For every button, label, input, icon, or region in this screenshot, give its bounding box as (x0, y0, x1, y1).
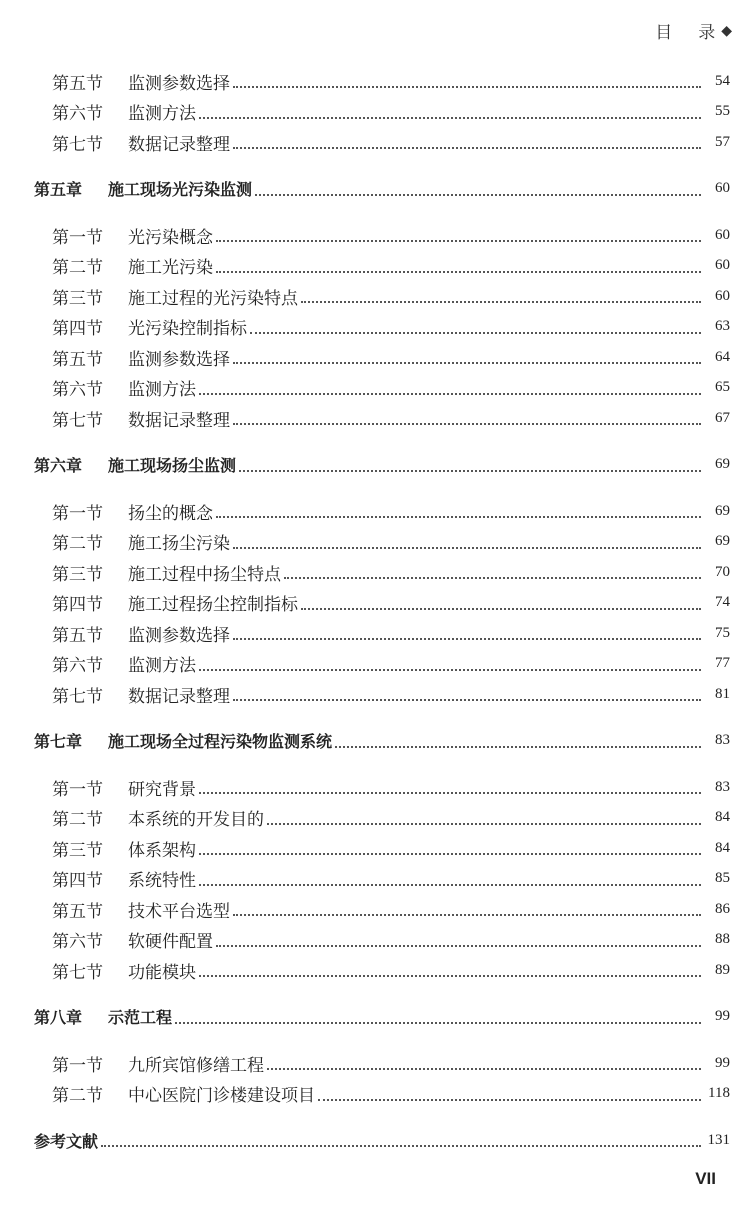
toc-entry-number: 第六节 (52, 932, 103, 952)
dot-leader (301, 608, 701, 610)
toc-entry-title: 施工现场全过程污染物监测系统 (108, 732, 333, 751)
toc-entry-page: 64 (715, 348, 730, 365)
toc-section-entry[interactable] (0, 772, 750, 802)
toc-entry-number: 第六章 (34, 456, 83, 475)
toc-entry-page: 89 (715, 961, 730, 978)
toc-section-entry[interactable] (0, 894, 750, 924)
toc-entry-title: 数据记录整理 (128, 134, 230, 155)
dot-leader (216, 945, 701, 947)
toc-entry-number: 第五章 (34, 180, 83, 199)
toc-section-entry[interactable] (0, 373, 750, 403)
toc-entry-page: 88 (715, 931, 730, 947)
toc-entry-title: 本系统的开发目的 (128, 810, 264, 830)
toc-entry-number: 第二节 (52, 534, 103, 554)
toc-entry-page: 60 (715, 257, 730, 273)
dot-leader (199, 853, 701, 855)
toc-entry-number: 第二节 (52, 258, 103, 278)
toc-entry-number: 第三节 (52, 288, 103, 309)
dot-leader (255, 194, 701, 196)
toc-entry-number: 第三节 (52, 840, 103, 861)
toc-entry-title: 体系架构 (128, 840, 196, 861)
toc-entry-page: 70 (715, 563, 730, 580)
toc-entry-page: 84 (715, 809, 730, 825)
dot-leader (239, 470, 701, 472)
toc-entry-title: 扬尘的概念 (128, 503, 213, 524)
toc-entry-page: 77 (715, 655, 730, 671)
dot-leader (233, 638, 701, 640)
toc-entry-number: 第七章 (34, 732, 83, 751)
toc-entry-title: 光污染控制指标 (128, 319, 247, 339)
toc-section-entry[interactable] (0, 220, 750, 250)
dot-leader (335, 746, 701, 748)
toc-entry-number: 第七节 (52, 134, 103, 155)
toc-section-entry[interactable] (0, 527, 750, 557)
toc-entry-page: 65 (715, 379, 730, 395)
toc-entry-page: 81 (715, 685, 730, 702)
toc-section-entry[interactable] (0, 251, 750, 281)
toc-section-entry[interactable] (0, 955, 750, 985)
toc-entry-page: 63 (715, 318, 730, 334)
dot-leader (199, 884, 701, 886)
toc-entry-number: 第一节 (52, 1055, 103, 1076)
dot-leader (267, 1068, 701, 1070)
toc-entry-page: 55 (715, 103, 730, 119)
dot-leader (233, 147, 701, 149)
dot-leader (101, 1145, 701, 1147)
toc-entry-title: 参考文献 (34, 1131, 99, 1151)
toc-section-entry[interactable] (0, 496, 750, 526)
page-number: VII (695, 1169, 716, 1188)
toc-entry-title: 系统特性 (128, 871, 196, 891)
toc-entry-page: 118 (708, 1085, 730, 1101)
dot-leader (233, 423, 701, 425)
dot-leader (301, 301, 701, 303)
toc-section-entry[interactable] (0, 925, 750, 955)
dot-leader (199, 975, 701, 977)
dot-leader (267, 823, 701, 825)
toc-section-entry[interactable] (0, 312, 750, 342)
toc-entry-title: 监测参数选择 (128, 73, 230, 94)
toc-entry-number: 第三节 (52, 564, 103, 585)
toc-section-entry[interactable] (0, 833, 750, 863)
toc-entry-title: 监测方法 (128, 380, 196, 400)
header-char-1: 目 (655, 23, 673, 43)
toc-entry-page: 60 (715, 287, 730, 304)
dot-leader (199, 117, 701, 119)
header-char-2: 录 (698, 23, 716, 43)
toc-section-entry[interactable] (0, 281, 750, 311)
dot-leader (284, 577, 701, 579)
toc-entry-number: 第六节 (52, 104, 103, 124)
dot-leader (199, 669, 701, 671)
toc-entry-page: 57 (715, 133, 730, 150)
dot-leader (175, 1022, 701, 1024)
toc-entry-page: 69 (715, 456, 730, 472)
toc-entry-page: 131 (707, 1131, 730, 1148)
toc-section-entry[interactable] (0, 127, 750, 157)
toc-section-entry[interactable] (0, 557, 750, 587)
toc-entry-page: 84 (715, 839, 730, 856)
dot-leader (216, 271, 701, 273)
toc-entry-number: 第七节 (52, 962, 103, 983)
dot-leader (318, 1099, 701, 1101)
toc-chapter-entry[interactable] (0, 726, 750, 756)
dot-leader (233, 86, 701, 88)
toc-entry-title: 施工过程中扬尘特点 (128, 564, 281, 585)
toc-entry-page: 74 (715, 594, 730, 610)
dot-leader (216, 516, 701, 518)
toc-entry-title: 监测方法 (128, 656, 196, 676)
toc-section-entry[interactable] (0, 649, 750, 679)
toc-entry-title: 研究背景 (128, 779, 196, 800)
toc-entry-title: 监测参数选择 (128, 625, 230, 646)
toc-section-entry[interactable] (0, 1079, 750, 1109)
toc-entry-title: 示范工程 (108, 1008, 173, 1027)
toc-entry-number: 第六节 (52, 380, 103, 400)
toc-entry-page: 69 (715, 533, 730, 549)
toc-section-entry[interactable] (0, 342, 750, 372)
toc-section-entry[interactable] (0, 97, 750, 127)
dot-leader (250, 332, 701, 334)
toc-entry-number: 第八章 (34, 1008, 83, 1027)
toc-entry-title: 监测参数选择 (128, 349, 230, 370)
toc-entry-number: 第四节 (52, 595, 103, 615)
toc-section-entry[interactable] (0, 1048, 750, 1078)
dot-leader (233, 914, 701, 916)
toc-entry-number: 第四节 (52, 871, 103, 891)
running-header (655, 18, 732, 43)
toc-entry-page: 86 (715, 900, 730, 917)
toc-entry-number: 第七节 (52, 410, 103, 431)
toc-chapter-entry[interactable] (0, 1002, 750, 1032)
toc-entry-title: 数据记录整理 (128, 686, 230, 707)
toc-section-entry[interactable] (0, 679, 750, 709)
toc-chapter-entry[interactable] (0, 450, 750, 480)
toc-section-entry[interactable] (0, 66, 750, 96)
toc-section-entry[interactable] (0, 864, 750, 894)
toc-section-entry[interactable] (0, 588, 750, 618)
toc-entry-page: 67 (715, 409, 730, 426)
toc-entry-page: 69 (715, 502, 730, 519)
dot-leader (199, 393, 701, 395)
toc-entry-page: 54 (715, 72, 730, 89)
toc-entry-number: 第六节 (52, 656, 103, 676)
toc-entry-title: 中心医院门诊楼建设项目 (128, 1086, 315, 1106)
dot-leader (199, 792, 701, 794)
toc-entry-title: 技术平台选型 (128, 901, 230, 922)
toc-entry-number: 第五节 (52, 349, 103, 370)
toc-entry-page: 60 (715, 180, 730, 196)
toc-entry-title: 监测方法 (128, 104, 196, 124)
toc-entry-number: 第一节 (52, 503, 103, 524)
toc-entry-title: 施工扬尘污染 (128, 534, 230, 554)
toc-chapter-entry[interactable] (0, 174, 750, 204)
toc-entry-title: 九所宾馆修缮工程 (128, 1055, 264, 1076)
toc-entry-number: 第四节 (52, 319, 103, 339)
toc-entry-number: 第二节 (52, 1086, 103, 1106)
toc-section-entry[interactable] (0, 803, 750, 833)
toc-entry-page: 83 (715, 778, 730, 795)
toc-entry-page: 60 (715, 226, 730, 243)
toc-entry-page: 85 (715, 870, 730, 886)
toc-entry-title: 施工现场扬尘监测 (108, 456, 237, 475)
toc-entry-title: 功能模块 (128, 962, 196, 983)
dot-leader (216, 240, 701, 242)
toc-entry-title: 软硬件配置 (128, 932, 213, 952)
toc-entry-number: 第五节 (52, 73, 103, 94)
toc-entry-number: 第一节 (52, 779, 103, 800)
toc-entry-number: 第五节 (52, 901, 103, 922)
toc-entry-page: 83 (715, 732, 730, 748)
dot-leader (233, 362, 701, 364)
toc-entry-page: 99 (715, 1008, 730, 1024)
toc-entry-title: 施工过程扬尘控制指标 (128, 595, 298, 615)
toc-entry-page: 99 (715, 1054, 730, 1071)
toc-entry-title: 施工过程的光污染特点 (128, 288, 298, 309)
toc-entry-title: 施工光污染 (128, 258, 213, 278)
toc-entry-title: 数据记录整理 (128, 410, 230, 431)
toc-section-entry[interactable] (0, 403, 750, 433)
toc-entry-number: 第七节 (52, 686, 103, 707)
diamond-icon: ◆ (721, 22, 732, 39)
toc-entry-page: 75 (715, 624, 730, 641)
toc-section-entry[interactable] (0, 618, 750, 648)
toc-entry-number: 第五节 (52, 625, 103, 646)
toc-entry-title: 光污染概念 (128, 227, 213, 248)
toc-entry-number: 第二节 (52, 810, 103, 830)
toc-entry-number: 第一节 (52, 227, 103, 248)
dot-leader (233, 699, 701, 701)
dot-leader (233, 547, 701, 549)
toc-references-entry[interactable] (0, 1125, 750, 1155)
toc-entry-title: 施工现场光污染监测 (108, 180, 253, 199)
